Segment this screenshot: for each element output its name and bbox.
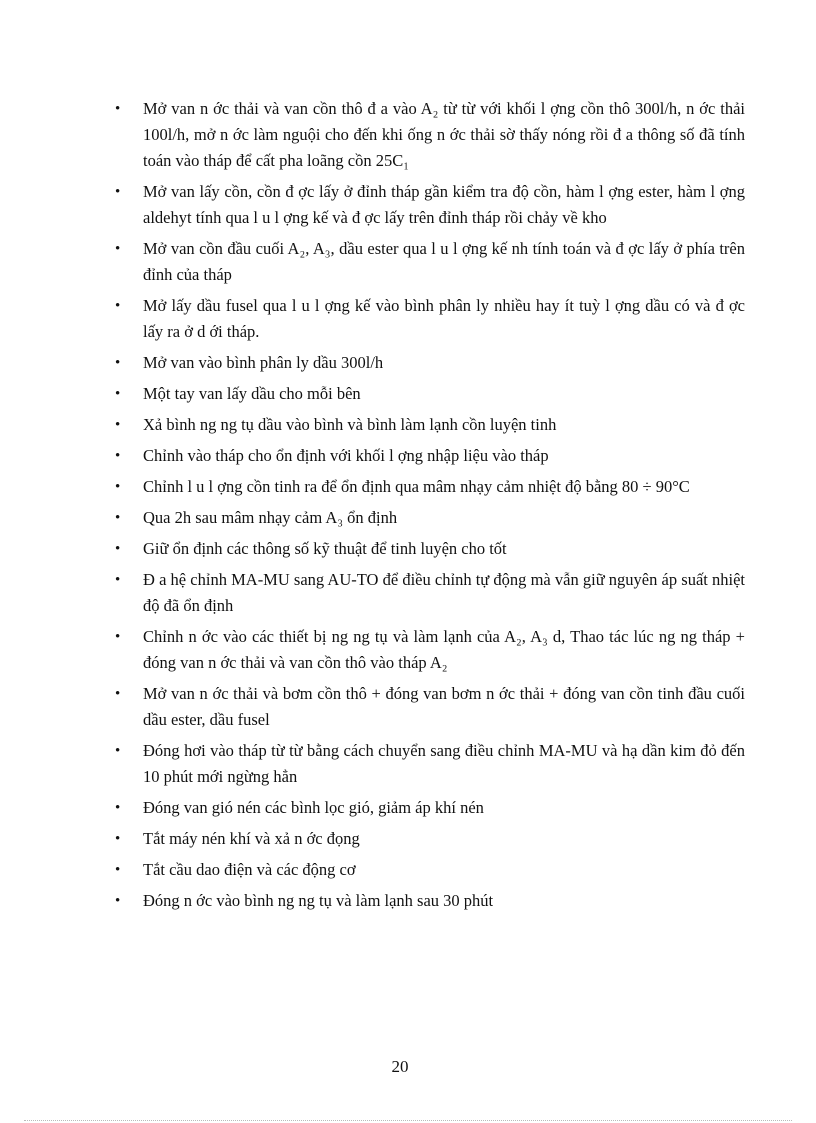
list-item-text: Chỉnh n ớc vào các thiết bị ng ng tụ và làm lạnh của A₂, A₃ d, Thao tác lúc ng ng tháp + đóng van n ớc thải và van cồn thô vào tháp A₂ bbox=[143, 627, 745, 672]
bullet-icon: • bbox=[115, 298, 121, 314]
bullet-icon: • bbox=[115, 541, 121, 557]
list-item bbox=[113, 412, 745, 438]
list-item bbox=[113, 795, 745, 821]
list-item-text: Mở van n ớc thải và van cồn thô đ a vào A₂ từ từ với khối l ợng cồn thô 300l/h, n ớc thải 100l/h, mở n ớc làm nguội cho đến khi ống n ớc thải sờ thấy nóng rồi đ a thông số đã tính toán vào tháp để cất pha loãng cồn 25C₁ bbox=[143, 99, 745, 170]
list-item bbox=[113, 888, 745, 914]
list-item-text: Đ a hệ chỉnh MA-MU sang AU-TO để điều chỉnh tự động mà vẫn giữ nguyên áp suất nhiệt độ đã ổn định bbox=[143, 570, 745, 615]
bullet-icon: • bbox=[115, 572, 121, 588]
list-item-text: Chỉnh l u l ợng cồn tinh ra để ổn định qua mâm nhạy cảm nhiệt độ bằng 80 ÷ 90°C bbox=[143, 477, 690, 496]
bullet-icon: • bbox=[115, 629, 121, 645]
bullet-icon: • bbox=[115, 862, 121, 878]
bullet-icon: • bbox=[115, 448, 121, 464]
bullet-list bbox=[113, 96, 745, 919]
list-item bbox=[113, 443, 745, 469]
list-item-text: Đóng van gió nén các bình lọc gió, giảm áp khí nén bbox=[143, 798, 484, 817]
list-item-text: Chỉnh vào tháp cho ổn định với khối l ợng nhập liệu vào tháp bbox=[143, 446, 549, 465]
bullet-icon: • bbox=[115, 686, 121, 702]
list-item bbox=[113, 624, 745, 676]
list-item bbox=[113, 857, 745, 883]
list-item bbox=[113, 738, 745, 790]
list-item bbox=[113, 536, 745, 562]
bullet-icon: • bbox=[115, 386, 121, 402]
list-item bbox=[113, 381, 745, 407]
bullet-icon: • bbox=[115, 479, 121, 495]
list-item-text: Qua 2h sau mâm nhạy cảm A₃ ổn định bbox=[143, 508, 398, 527]
page-bottom-divider bbox=[24, 1120, 792, 1121]
list-item-text: Mở van lấy cồn, cồn đ ợc lấy ở đỉnh tháp gần kiểm tra độ cồn, hàm l ợng ester, hàm l ợng aldehyt tính qua l u l ợng kế và đ ợc lấy trên đỉnh tháp rồi chảy về kho bbox=[143, 182, 745, 227]
list-item-text: Một tay van lấy dầu cho mỗi bên bbox=[143, 384, 361, 403]
list-item-text: Mở lấy dầu fusel qua l u l ợng kế vào bình phân ly nhiều hay ít tuỳ l ợng dầu có và đ ợc lấy ra ở d ới tháp. bbox=[143, 296, 745, 341]
list-item bbox=[113, 681, 745, 733]
list-item bbox=[113, 505, 745, 531]
bullet-icon: • bbox=[115, 101, 121, 117]
list-item bbox=[113, 96, 745, 174]
list-item-text: Tắt cầu dao điện và các động cơ bbox=[143, 860, 356, 879]
bullet-icon: • bbox=[115, 831, 121, 847]
list-item bbox=[113, 567, 745, 619]
bullet-icon: • bbox=[115, 893, 121, 909]
list-item-text: Mở van vào bình phân ly dầu 300l/h bbox=[143, 353, 384, 372]
bullet-icon: • bbox=[115, 743, 121, 759]
list-item-text: Mở van cồn đầu cuối A₂, A₃, dầu ester qua l u l ợng kế nh tính toán và đ ợc lấy ở phía trên đỉnh của tháp bbox=[143, 239, 745, 284]
bullet-icon: • bbox=[115, 241, 121, 257]
list-item-text: Mở van n ớc thải và bơm cồn thô + đóng van bơm n ớc thải + đóng van cồn tinh đầu cuối dầu ester, dầu fusel bbox=[143, 684, 745, 729]
list-item-text: Tắt máy nén khí và xả n ớc đọng bbox=[143, 829, 360, 848]
list-item bbox=[113, 350, 745, 376]
bullet-icon: • bbox=[115, 800, 121, 816]
list-item-text: Đóng n ớc vào bình ng ng tụ và làm lạnh sau 30 phút bbox=[143, 891, 494, 910]
bullet-icon: • bbox=[115, 184, 121, 200]
list-item bbox=[113, 179, 745, 231]
bullet-icon: • bbox=[115, 417, 121, 433]
list-item-text: Đóng hơi vào tháp từ từ bằng cách chuyển sang điều chỉnh MA-MU và hạ dần kim đỏ đến 10 phút mới ngừng hẳn bbox=[143, 741, 745, 786]
bullet-icon: • bbox=[115, 355, 121, 371]
list-item-text: Giữ ổn định các thông số kỹ thuật để tinh luyện cho tốt bbox=[143, 539, 507, 558]
bullet-icon: • bbox=[115, 510, 121, 526]
page-number: 20 bbox=[391, 1057, 409, 1076]
list-item bbox=[113, 236, 745, 288]
list-item-text: Xả bình ng ng tụ dầu vào bình và bình làm lạnh cồn luyện tinh bbox=[143, 415, 557, 434]
list-item bbox=[113, 474, 745, 500]
list-item bbox=[113, 826, 745, 852]
list-item bbox=[113, 293, 745, 345]
